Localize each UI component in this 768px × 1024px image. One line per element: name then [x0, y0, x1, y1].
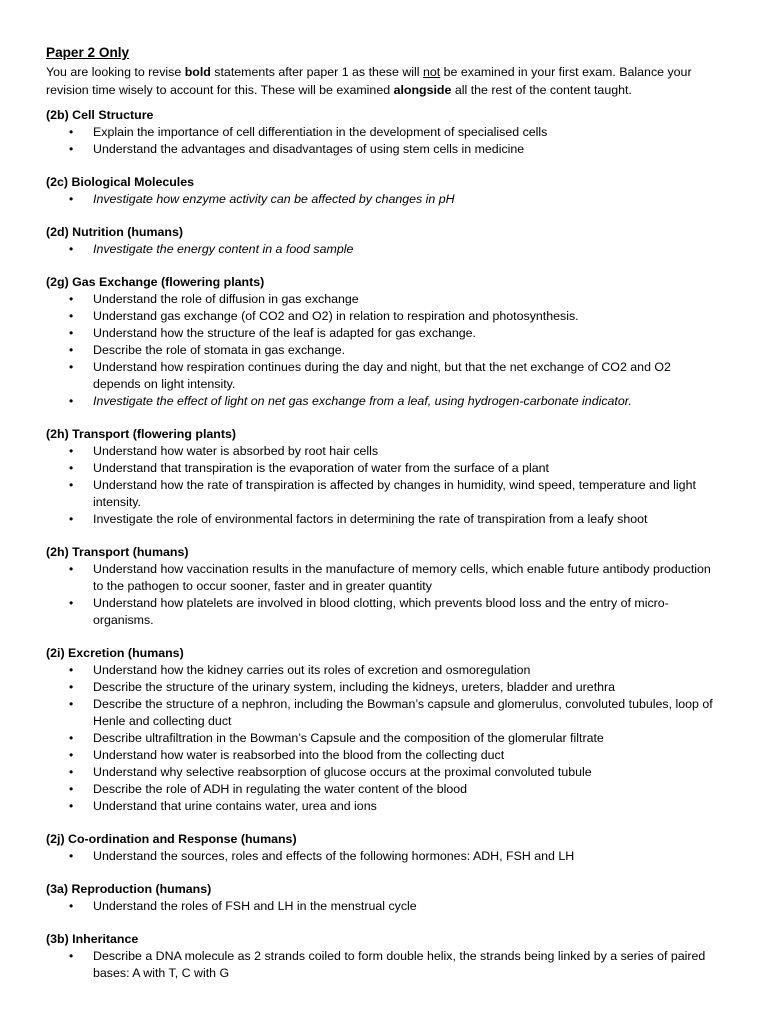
list-item-text: Understand how vaccination results in the manufacture of memory cells, which enable future antibody production to the pathogen to occur sooner, faster and in greater quantity — [93, 562, 711, 593]
section-reproduction — [46, 881, 716, 915]
document-page — [46, 44, 716, 982]
list-item — [46, 696, 716, 730]
section-cell-structure — [46, 107, 716, 158]
intro-bold-word: alongside — [393, 83, 452, 97]
bullet-icon: • — [69, 192, 74, 206]
list-item — [46, 460, 716, 477]
bullet-list — [46, 443, 716, 528]
list-item — [46, 191, 716, 208]
list-item — [46, 798, 716, 815]
section-inheritance — [46, 931, 716, 982]
bullet-icon: • — [69, 461, 74, 475]
list-item — [46, 561, 716, 595]
list-item — [46, 393, 716, 410]
section-heading: (2j) Co-ordination and Response (humans) — [46, 832, 297, 846]
list-item — [46, 443, 716, 460]
bullet-list — [46, 898, 716, 915]
bullet-icon: • — [69, 125, 74, 139]
list-item-text: Investigate the role of environmental factors in determining the rate of transpiration from a leafy shoot — [93, 512, 648, 526]
bullet-icon: • — [69, 292, 74, 306]
list-item-text: Describe a DNA molecule as 2 strands coiled to form double helix, the strands being linked by a series of paired bases: A with T, C with G — [93, 949, 706, 980]
intro-text: statements after paper 1 as these will — [210, 65, 423, 79]
bullet-icon: • — [69, 765, 74, 779]
list-item — [46, 308, 716, 325]
bullet-icon: • — [69, 748, 74, 762]
list-item-text: Understand how respiration continues during the day and night, but that the net exchange of CO2 and O2 depends on light intensity. — [93, 360, 671, 391]
bullet-icon: • — [69, 899, 74, 913]
list-item-text: Investigate the effect of light on net gas exchange from a leaf, using hydrogen-carbonate indicator. — [93, 394, 632, 408]
list-item-text: Understand that urine contains water, urea and ions — [93, 799, 377, 813]
list-item-text: Understand the sources, roles and effects of the following hormones: ADH, FSH and LH — [93, 849, 575, 863]
bullet-icon: • — [69, 394, 74, 408]
intro-paragraph — [46, 63, 716, 99]
list-item — [46, 141, 716, 158]
section-heading: (2i) Excretion (humans) — [46, 646, 184, 660]
bullet-list — [46, 561, 716, 629]
section-nutrition — [46, 224, 716, 258]
bullet-icon: • — [69, 680, 74, 694]
list-item-text: Understand the role of diffusion in gas exchange — [93, 292, 359, 306]
list-item-text: Understand that transpiration is the evaporation of water from the surface of a plant — [93, 461, 549, 475]
list-item-text: Understand the roles of FSH and LH in the menstrual cycle — [93, 899, 417, 913]
section-heading: (2g) Gas Exchange (flowering plants) — [46, 275, 265, 289]
section-heading: (2c) Biological Molecules — [46, 175, 195, 189]
list-item-text: Investigate the energy content in a food sample — [93, 242, 354, 256]
list-item — [46, 948, 716, 982]
section-heading: (2d) Nutrition (humans) — [46, 225, 183, 239]
bullet-icon: • — [69, 309, 74, 323]
list-item — [46, 241, 716, 258]
list-item-text: Understand how water is reabsorbed into the blood from the collecting duct — [93, 748, 505, 762]
list-item-text: Describe the role of ADH in regulating the water content of the blood — [93, 782, 468, 796]
bullet-icon: • — [69, 512, 74, 526]
list-item — [46, 477, 716, 511]
list-item — [46, 679, 716, 696]
section-heading: (2h) Transport (flowering plants) — [46, 427, 236, 441]
section-biological-molecules — [46, 174, 716, 208]
bullet-icon: • — [69, 731, 74, 745]
list-item — [46, 291, 716, 308]
list-item — [46, 359, 716, 393]
bullet-icon: • — [69, 478, 74, 492]
bullet-icon: • — [69, 343, 74, 357]
list-item — [46, 730, 716, 747]
list-item — [46, 747, 716, 764]
intro-text: all the rest of the content taught. — [451, 83, 632, 97]
list-item — [46, 511, 716, 528]
section-heading: (2b) Cell Structure — [46, 108, 154, 122]
section-transport-plants — [46, 426, 716, 528]
list-item-text: Describe the structure of a nephron, including the Bowman’s capsule and glomerulus, convoluted tubules, loop of Henle and collecting duct — [93, 697, 713, 728]
list-item — [46, 898, 716, 915]
bullet-list — [46, 848, 716, 865]
bullet-list — [46, 948, 716, 982]
bullet-icon: • — [69, 326, 74, 340]
section-heading: (2h) Transport (humans) — [46, 545, 189, 559]
bullet-icon: • — [69, 949, 74, 963]
list-item-text: Understand the advantages and disadvantages of using stem cells in medicine — [93, 142, 525, 156]
section-heading: (3a) Reproduction (humans) — [46, 882, 212, 896]
list-item-text: Describe the structure of the urinary system, including the kidneys, ureters, bladder and urethra — [93, 680, 616, 694]
bullet-list — [46, 662, 716, 815]
list-item — [46, 124, 716, 141]
list-item-text: Understand why selective reabsorption of glucose occurs at the proximal convoluted tubule — [93, 765, 592, 779]
bullet-icon: • — [69, 849, 74, 863]
bullet-icon: • — [69, 782, 74, 796]
intro-text: be examined in your first exam. Balance your revision time wisely to account for this. These will be examined — [46, 65, 692, 97]
section-transport-humans — [46, 544, 716, 629]
list-item-text: Understand how platelets are involved in blood clotting, which prevents blood loss and the entry of micro-organisms. — [93, 596, 669, 627]
list-item-text: Understand how the kidney carries out its roles of excretion and osmoregulation — [93, 663, 531, 677]
list-item — [46, 325, 716, 342]
list-item — [46, 595, 716, 629]
section-excretion — [46, 645, 716, 815]
bullet-icon: • — [69, 697, 74, 711]
page-title: Paper 2 Only — [46, 45, 130, 60]
list-item — [46, 781, 716, 798]
bullet-icon: • — [69, 799, 74, 813]
list-item — [46, 764, 716, 781]
list-item-text: Understand how the rate of transpiration is affected by changes in humidity, wind speed, temperature and light intensity. — [93, 478, 696, 509]
list-item — [46, 342, 716, 359]
bullet-icon: • — [69, 562, 74, 576]
list-item-text: Describe ultrafiltration in the Bowman’s Capsule and the composition of the glomerular filtrate — [93, 731, 604, 745]
section-coordination-response — [46, 831, 716, 865]
list-item-text: Describe the role of stomata in gas exchange. — [93, 343, 346, 357]
bullet-list — [46, 124, 716, 158]
bullet-icon: • — [69, 242, 74, 256]
list-item-text: Explain the importance of cell differentiation in the development of specialised cells — [93, 125, 548, 139]
list-item-text: Understand how the structure of the leaf is adapted for gas exchange. — [93, 326, 476, 340]
section-heading: (3b) Inheritance — [46, 932, 139, 946]
bullet-icon: • — [69, 444, 74, 458]
bullet-icon: • — [69, 663, 74, 677]
bullet-list — [46, 241, 716, 258]
list-item-text: Investigate how enzyme activity can be affected by changes in pH — [93, 192, 455, 206]
bullet-icon: • — [69, 142, 74, 156]
bullet-list — [46, 291, 716, 410]
list-item — [46, 662, 716, 679]
intro-underlined-word: not — [422, 65, 441, 79]
list-item-text: Understand gas exchange (of CO2 and O2) in relation to respiration and photosynthesis. — [93, 309, 579, 323]
section-gas-exchange — [46, 274, 716, 410]
intro-bold-word: bold — [184, 65, 211, 79]
bullet-icon: • — [69, 360, 74, 374]
bullet-list — [46, 191, 716, 208]
list-item-text: Understand how water is absorbed by root hair cells — [93, 444, 379, 458]
list-item — [46, 848, 716, 865]
intro-text: You are looking to revise — [46, 65, 185, 79]
bullet-icon: • — [69, 596, 74, 610]
